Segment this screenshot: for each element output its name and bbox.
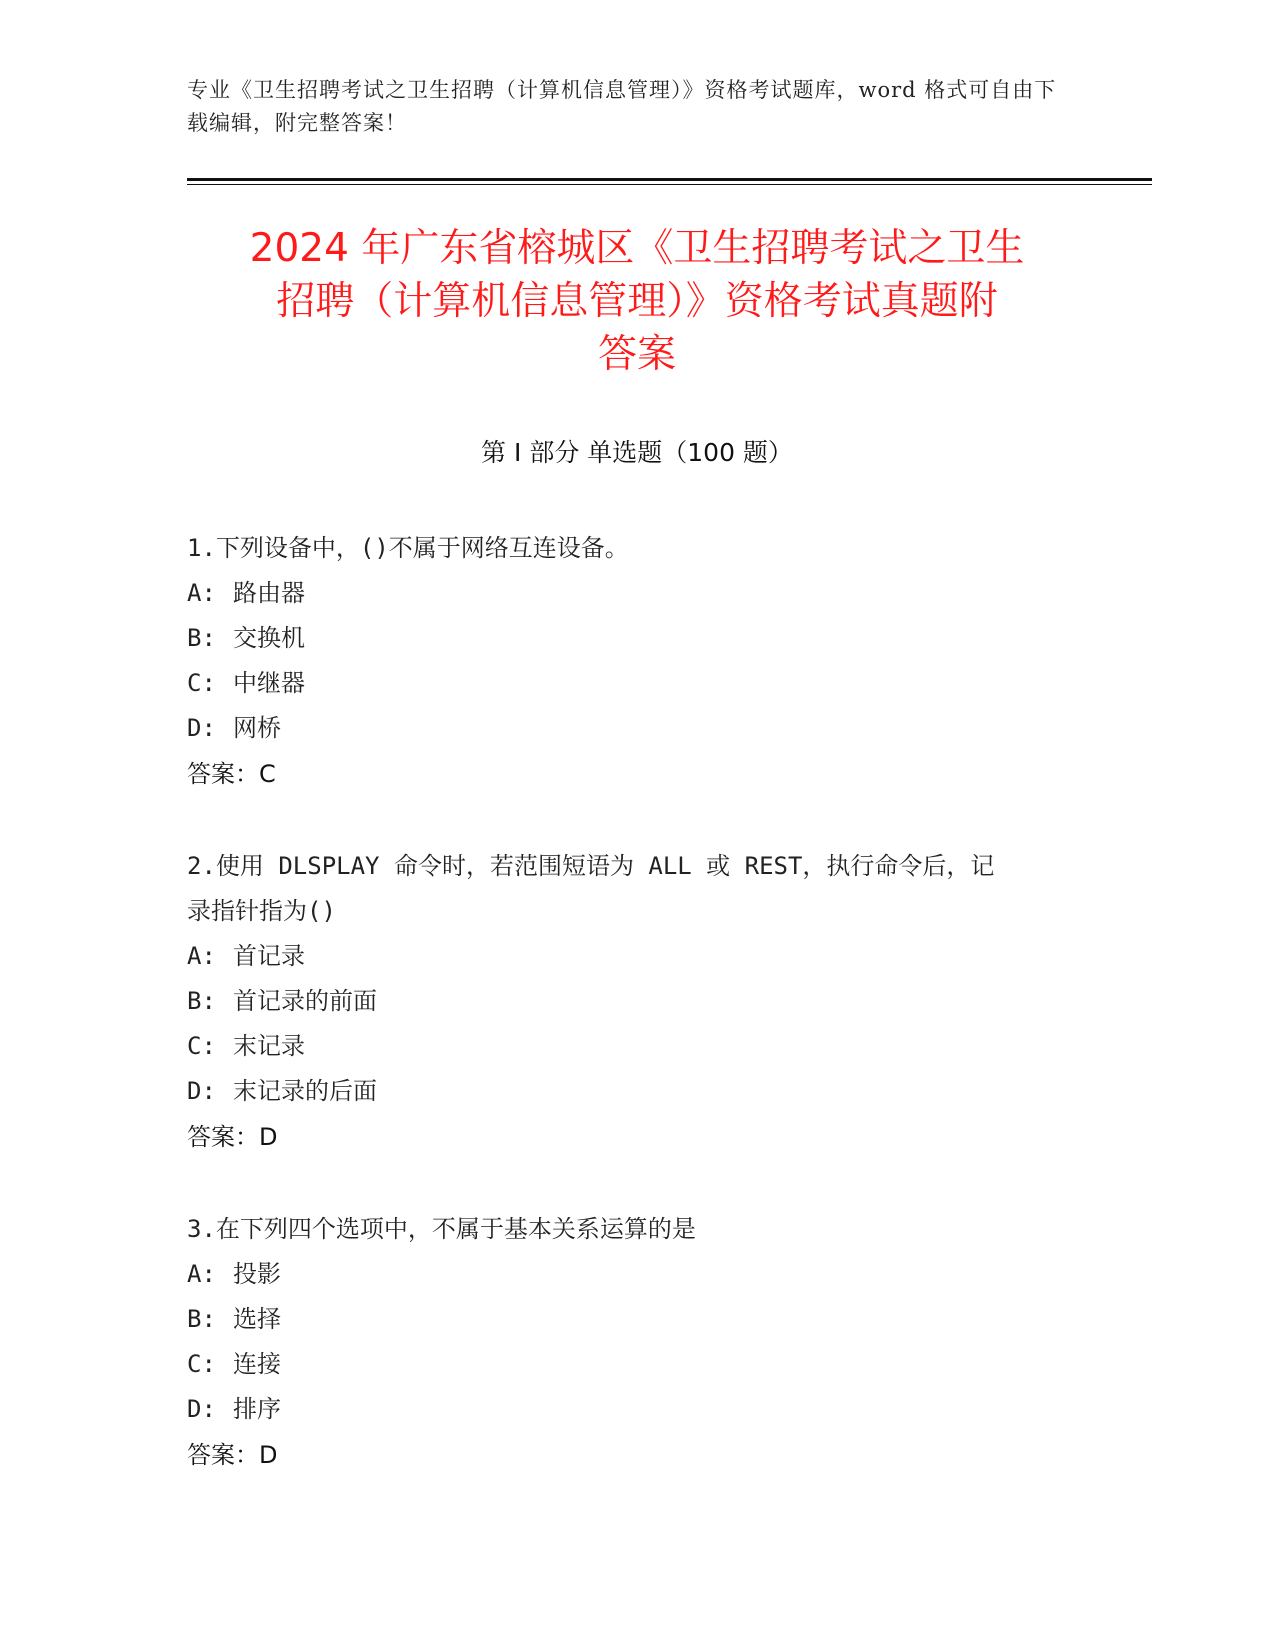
header-rule-thick: [187, 178, 1152, 181]
option-text: 首记录的前面: [233, 987, 377, 1015]
option-text: 中继器: [233, 669, 305, 697]
header-rule-thin: [187, 184, 1152, 185]
question-list: [187, 526, 1067, 1525]
section-title: 第 I 部分 单选题（100 题）: [481, 438, 793, 467]
title-line: 答案: [597, 332, 676, 377]
option-text: 连接: [233, 1350, 281, 1378]
option-text: 投影: [233, 1260, 281, 1288]
question-text: 3.在下列四个选项中，不属于基本关系运算的是: [187, 1215, 696, 1243]
option-a: [187, 1252, 1067, 1297]
option-text: 网桥: [233, 714, 281, 742]
option-d: [187, 1069, 1067, 1114]
option-c: [187, 661, 1067, 706]
option-text: 末记录的后面: [233, 1077, 377, 1105]
option-d: [187, 706, 1067, 751]
option-a: [187, 571, 1067, 616]
question-text: 2.使用 DLSPLAY 命令时，若范围短语为 ALL 或 REST，执行命令后，记: [187, 852, 995, 880]
option-a: [187, 934, 1067, 979]
answer: 答案：C: [187, 760, 276, 788]
option-b: [187, 1297, 1067, 1342]
question-3: [187, 1207, 1067, 1478]
question-text: 录指针指为(): [187, 897, 336, 925]
option-label: A:: [187, 579, 216, 607]
option-label: D:: [187, 1077, 216, 1105]
option-label: C:: [187, 1032, 216, 1060]
document-title: [187, 222, 1087, 381]
option-b: [187, 616, 1067, 661]
option-label: A:: [187, 942, 216, 970]
question-2: [187, 844, 1067, 1160]
option-c: [187, 1024, 1067, 1069]
option-label: A:: [187, 1260, 216, 1288]
option-d: [187, 1387, 1067, 1432]
option-label: D:: [187, 1395, 216, 1423]
title-line: 2024 年广东省榕城区《卫生招聘考试之卫生: [249, 226, 1025, 271]
option-label: B:: [187, 624, 216, 652]
header-note: 专业《卫生招聘考试之卫生招聘（计算机信息管理）》资格考试题库，word 格式可自由下载编辑，附完整答案！: [187, 78, 1057, 135]
title-line: 招聘（计算机信息管理）》资格考试真题附: [276, 279, 998, 324]
question-1: [187, 526, 1067, 797]
option-label: B:: [187, 1305, 216, 1333]
answer: 答案：D: [187, 1441, 278, 1469]
option-label: C:: [187, 1350, 216, 1378]
question-text: 1.下列设备中，()不属于网络互连设备。: [187, 534, 629, 562]
option-text: 首记录: [233, 942, 305, 970]
option-label: D:: [187, 714, 216, 742]
option-c: [187, 1342, 1067, 1387]
option-text: 末记录: [233, 1032, 305, 1060]
option-label: C:: [187, 669, 216, 697]
option-text: 选择: [233, 1305, 281, 1333]
option-text: 排序: [233, 1395, 281, 1423]
answer: 答案：D: [187, 1123, 278, 1151]
option-text: 路由器: [233, 579, 305, 607]
option-text: 交换机: [233, 624, 305, 652]
option-b: [187, 979, 1067, 1024]
option-label: B:: [187, 987, 216, 1015]
